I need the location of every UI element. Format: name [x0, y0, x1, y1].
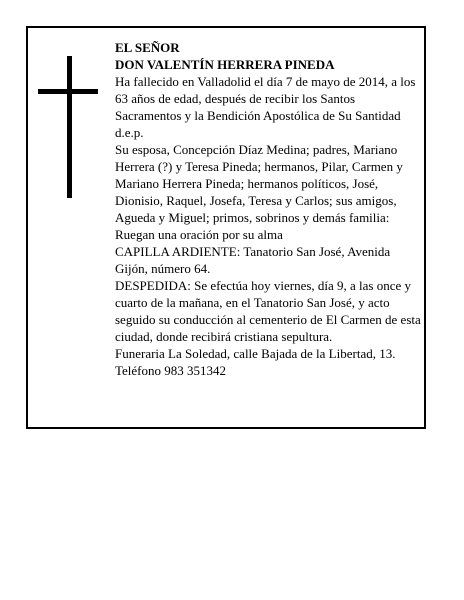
death-announcement: Ha fallecido en Valladolid el día 7 de mayo de 2014, a los 63 años de edad, después de recibir los Santos Sacramentos y la Bendición Apostólica de Su Santidad d.e.p. [115, 74, 416, 140]
cross-horizontal-bar [38, 89, 98, 94]
obituary-notice [26, 26, 426, 429]
family-list: Su esposa, Concepción Díaz Medina; padres, Mariano Herrera (?) y Teresa Pineda; hermanos, Pilar, Carmen y Mariano Herrera Pineda; hermanos políticos, José, Dionisio, Raquel, Josefa, Teresa y Carlos; sus amigos, Agueda y Miguel; primos, sobrinos y demás familia: [115, 142, 403, 225]
cross-vertical-bar [67, 56, 72, 198]
heading-title: EL SEÑOR [115, 40, 180, 55]
latin-cross-icon [38, 56, 98, 198]
prayer-request: Ruegan una oración por su alma [115, 227, 283, 242]
notice-text [115, 39, 421, 379]
funeral-home-info: Funeraria La Soledad, calle Bajada de la Libertad, 13. Teléfono 983 351342 [115, 346, 396, 378]
farewell-info: DESPEDIDA: Se efectúa hoy viernes, día 9, a las once y cuarto de la mañana, en el Tanatorio San José, y acto seguido su conducción al cementerio de El Carmen de esta ciudad, donde recibirá cristiana sepultura. [115, 278, 421, 344]
funeral-chapel-info: CAPILLA ARDIENTE: Tanatorio San José, Avenida Gijón, número 64. [115, 244, 391, 276]
deceased-name: DON VALENTÍN HERRERA PINEDA [115, 57, 335, 72]
